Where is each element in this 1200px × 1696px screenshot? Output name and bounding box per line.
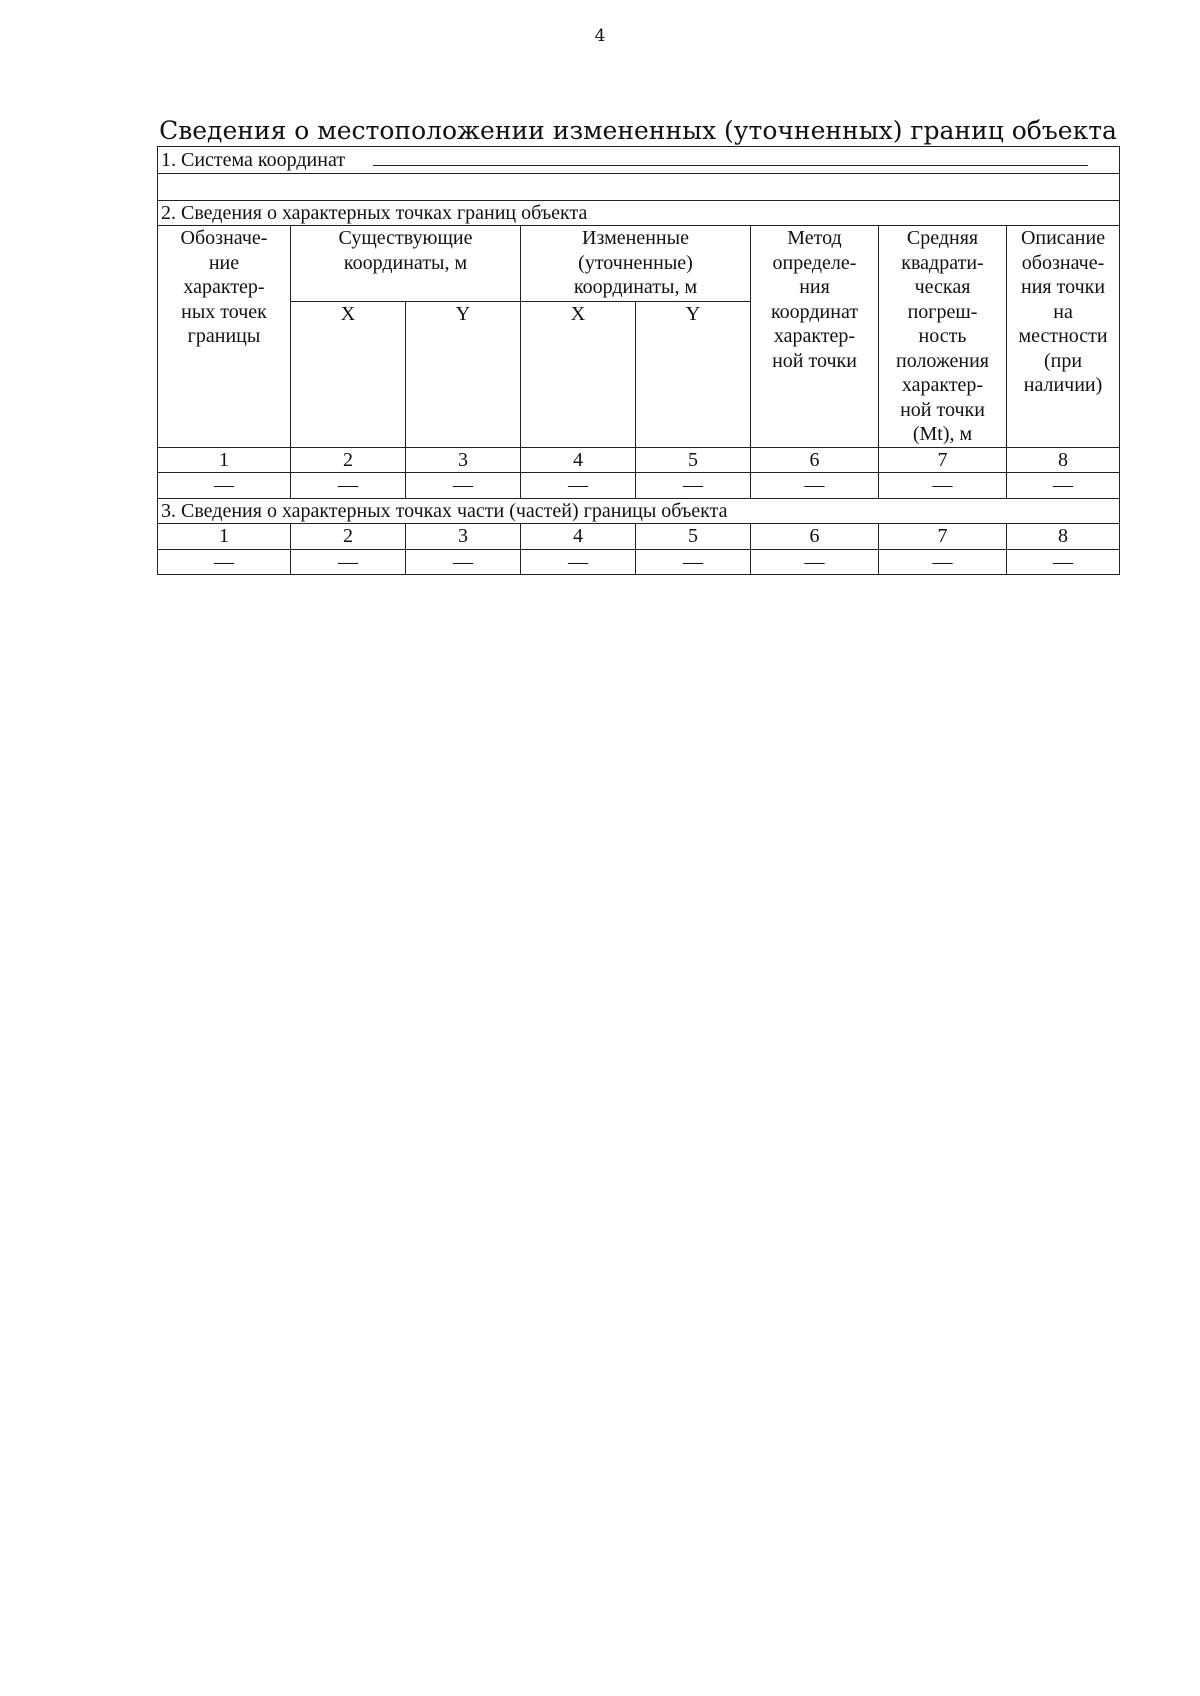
- header-point-designation: Обозначе- ние характер- ных точек границы: [158, 226, 291, 448]
- dash-row: [158, 549, 1120, 575]
- header-mean-square-error: Средняя квадрати- ческая погреш- ность положения характер- ной точки (Mt), м: [879, 226, 1007, 448]
- column-number: 1: [158, 524, 291, 550]
- column-number-row: [158, 447, 1120, 473]
- empty-value-dash: —: [406, 549, 521, 575]
- column-number: 5: [636, 524, 751, 550]
- empty-value-dash: —: [521, 549, 636, 575]
- axis-y-existing: Y: [406, 301, 521, 447]
- header-determination-method: Метод определе- ния координат характер- ной точки: [751, 226, 879, 448]
- axis-y-changed: Y: [636, 301, 751, 447]
- header-existing-coordinates: Существующие координаты, м: [291, 226, 521, 302]
- header-point-description: Описание обозначе- ния точки на местности (при наличии): [1007, 226, 1120, 448]
- empty-value-dash: —: [158, 549, 291, 575]
- column-number: 6: [751, 447, 879, 473]
- column-number: 8: [1007, 447, 1120, 473]
- header-changed-coordinates: Измененные (уточненные) координаты, м: [521, 226, 751, 302]
- axis-x-changed: X: [521, 301, 636, 447]
- header-row-1: [158, 226, 1120, 302]
- column-number: 1: [158, 447, 291, 473]
- column-number: 3: [406, 447, 521, 473]
- column-number: 3: [406, 524, 521, 550]
- column-number: 8: [1007, 524, 1120, 550]
- page-number: 4: [594, 26, 606, 46]
- coordinate-system-cell: [158, 147, 1120, 174]
- empty-value-dash: —: [291, 549, 406, 575]
- document-title: Сведения о местоположении измененных (уточненных) границ объекта: [159, 116, 1117, 145]
- column-number-row: [158, 524, 1120, 550]
- column-number: 4: [521, 524, 636, 550]
- coordinate-system-value: [373, 147, 1088, 166]
- axis-x-existing: X: [291, 301, 406, 447]
- empty-value-dash: —: [751, 549, 879, 575]
- blank-cell: [158, 173, 1120, 200]
- blank-row: [158, 173, 1120, 200]
- coordinate-system-label: 1. Система координат: [161, 149, 346, 171]
- boundary-table: [157, 146, 1120, 575]
- empty-value-dash: —: [636, 549, 751, 575]
- section3-heading: 3. Сведения о характерных точках части (частей) границы объекта: [158, 498, 1120, 524]
- section3-row: [158, 498, 1120, 524]
- column-number: 7: [879, 524, 1007, 550]
- column-number: 2: [291, 447, 406, 473]
- empty-value-dash: —: [521, 473, 636, 499]
- empty-value-dash: —: [158, 473, 291, 499]
- column-number: 5: [636, 447, 751, 473]
- coordinate-system-row: [158, 147, 1120, 174]
- empty-value-dash: —: [1007, 549, 1120, 575]
- empty-value-dash: —: [1007, 473, 1120, 499]
- section2-heading: 2. Сведения о характерных точках границ объекта: [158, 200, 1120, 226]
- column-number: 4: [521, 447, 636, 473]
- empty-value-dash: —: [406, 473, 521, 499]
- column-number: 6: [751, 524, 879, 550]
- empty-value-dash: —: [879, 549, 1007, 575]
- dash-row: [158, 473, 1120, 499]
- empty-value-dash: —: [751, 473, 879, 499]
- empty-value-dash: —: [879, 473, 1007, 499]
- column-number: 2: [291, 524, 406, 550]
- column-number: 7: [879, 447, 1007, 473]
- empty-value-dash: —: [291, 473, 406, 499]
- empty-value-dash: —: [636, 473, 751, 499]
- section2-row: [158, 200, 1120, 226]
